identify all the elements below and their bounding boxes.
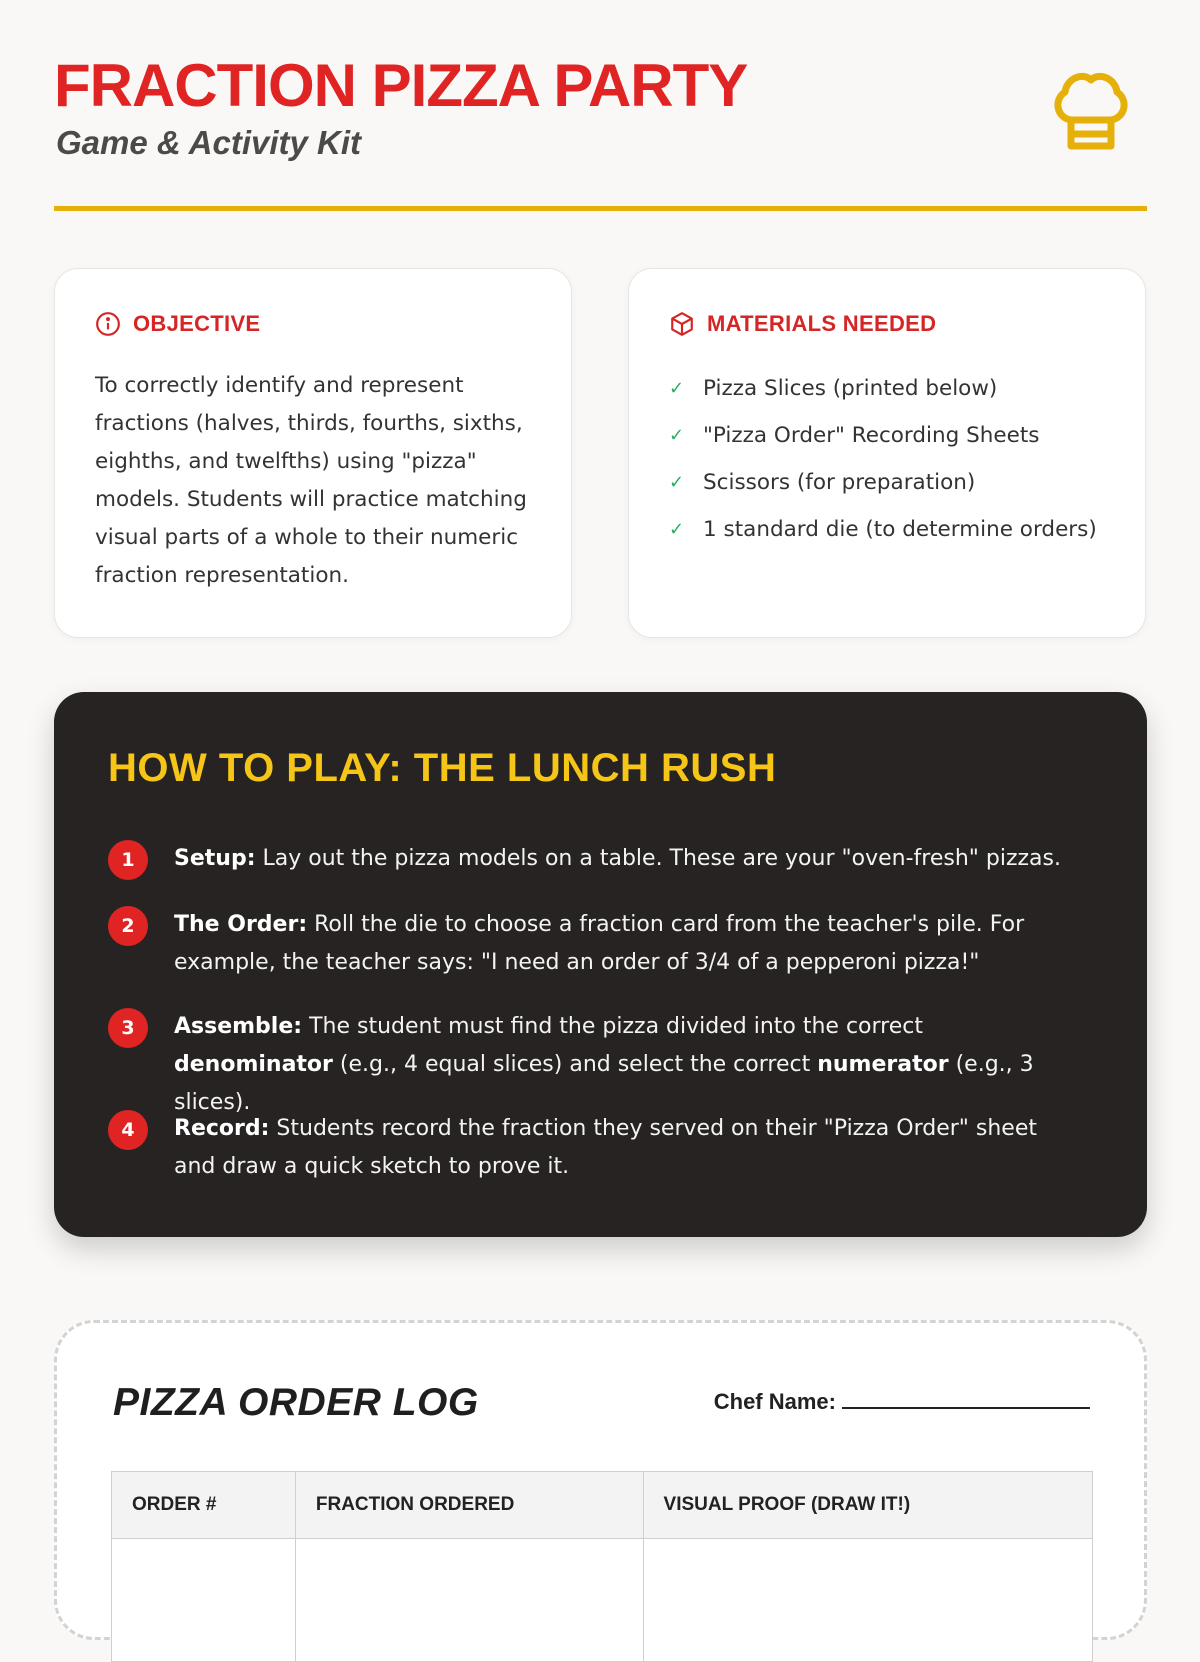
column-header: ORDER # bbox=[112, 1472, 296, 1539]
check-icon: ✓ bbox=[669, 519, 685, 540]
step-text: Setup: Lay out the pizza models on a table. These are your "oven-fresh" pizzas. bbox=[174, 846, 1061, 871]
objective-text: To correctly identify and represent fractions (halves, thirds, fourths, sixths, eighths, and twelfths) using "pizza" models. Students will practice matching visual parts of a whole to their numeric fraction representation. bbox=[95, 373, 527, 588]
how-to-play-title: HOW TO PLAY: THE LUNCH RUSH bbox=[108, 746, 777, 790]
objective-heading bbox=[95, 311, 260, 337]
chef-name-label: Chef Name: bbox=[713, 1389, 836, 1414]
info-cards bbox=[54, 268, 1147, 638]
order-number-cell[interactable] bbox=[112, 1539, 296, 1662]
page-subtitle: Game & Activity Kit bbox=[56, 124, 362, 161]
header bbox=[54, 0, 1147, 215]
chef-hat-icon bbox=[1043, 62, 1139, 158]
column-header: FRACTION ORDERED bbox=[295, 1472, 643, 1539]
page-title: FRACTION PIZZA PARTY bbox=[54, 52, 748, 119]
materials-heading-label: MATERIALS NEEDED bbox=[707, 311, 937, 336]
check-icon: ✓ bbox=[669, 378, 685, 399]
info-icon bbox=[95, 311, 121, 337]
check-icon: ✓ bbox=[669, 425, 685, 446]
order-log-title: PIZZA ORDER LOG bbox=[113, 1381, 479, 1424]
table-row bbox=[112, 1539, 1093, 1662]
list-item: ✓ Scissors (for preparation) bbox=[669, 470, 976, 495]
step-number: 2 bbox=[108, 906, 148, 946]
how-to-play-panel bbox=[54, 692, 1147, 1237]
box-icon bbox=[669, 311, 695, 337]
list-item: ✓ "Pizza Order" Recording Sheets bbox=[669, 423, 1040, 448]
pizza-order-log bbox=[54, 1320, 1147, 1640]
chef-name-field[interactable] bbox=[714, 1389, 1090, 1415]
list-item: ✓ 1 standard die (to determine orders) bbox=[669, 517, 1097, 542]
materials-list bbox=[669, 365, 1097, 553]
materials-heading bbox=[669, 311, 936, 337]
step-number: 1 bbox=[108, 840, 148, 880]
header-divider bbox=[54, 206, 1147, 211]
step-text: Record: Students record the fraction they served on their "Pizza Order" sheet and draw a quick sketch to prove it. bbox=[174, 1116, 1037, 1179]
objective-heading-label: OBJECTIVE bbox=[133, 311, 261, 336]
step-number: 4 bbox=[108, 1110, 148, 1150]
visual-proof-cell[interactable] bbox=[643, 1539, 1092, 1662]
list-item: ✓ Pizza Slices (printed below) bbox=[669, 376, 998, 401]
objective-card bbox=[54, 268, 572, 638]
table-header-row bbox=[112, 1472, 1093, 1539]
order-table bbox=[111, 1471, 1093, 1662]
step-text: The Order: Roll the die to choose a fraction card from the teacher's pile. For example, the teacher says: "I need an order of 3/4 of a pepperoni pizza!" bbox=[174, 912, 1025, 975]
step-text: Assemble: The student must find the pizza divided into the correct denominator (e.g., 4 equal slices) and select the correct numerator (e.g., 3 slices). bbox=[174, 1014, 1034, 1115]
column-header: VISUAL PROOF (DRAW IT!) bbox=[643, 1472, 1092, 1539]
fraction-ordered-cell[interactable] bbox=[295, 1539, 643, 1662]
step-number: 3 bbox=[108, 1008, 148, 1048]
materials-card bbox=[628, 268, 1146, 638]
chef-name-blank[interactable] bbox=[842, 1389, 1090, 1409]
activity-kit-page bbox=[54, 0, 1147, 1515]
check-icon: ✓ bbox=[669, 472, 685, 493]
